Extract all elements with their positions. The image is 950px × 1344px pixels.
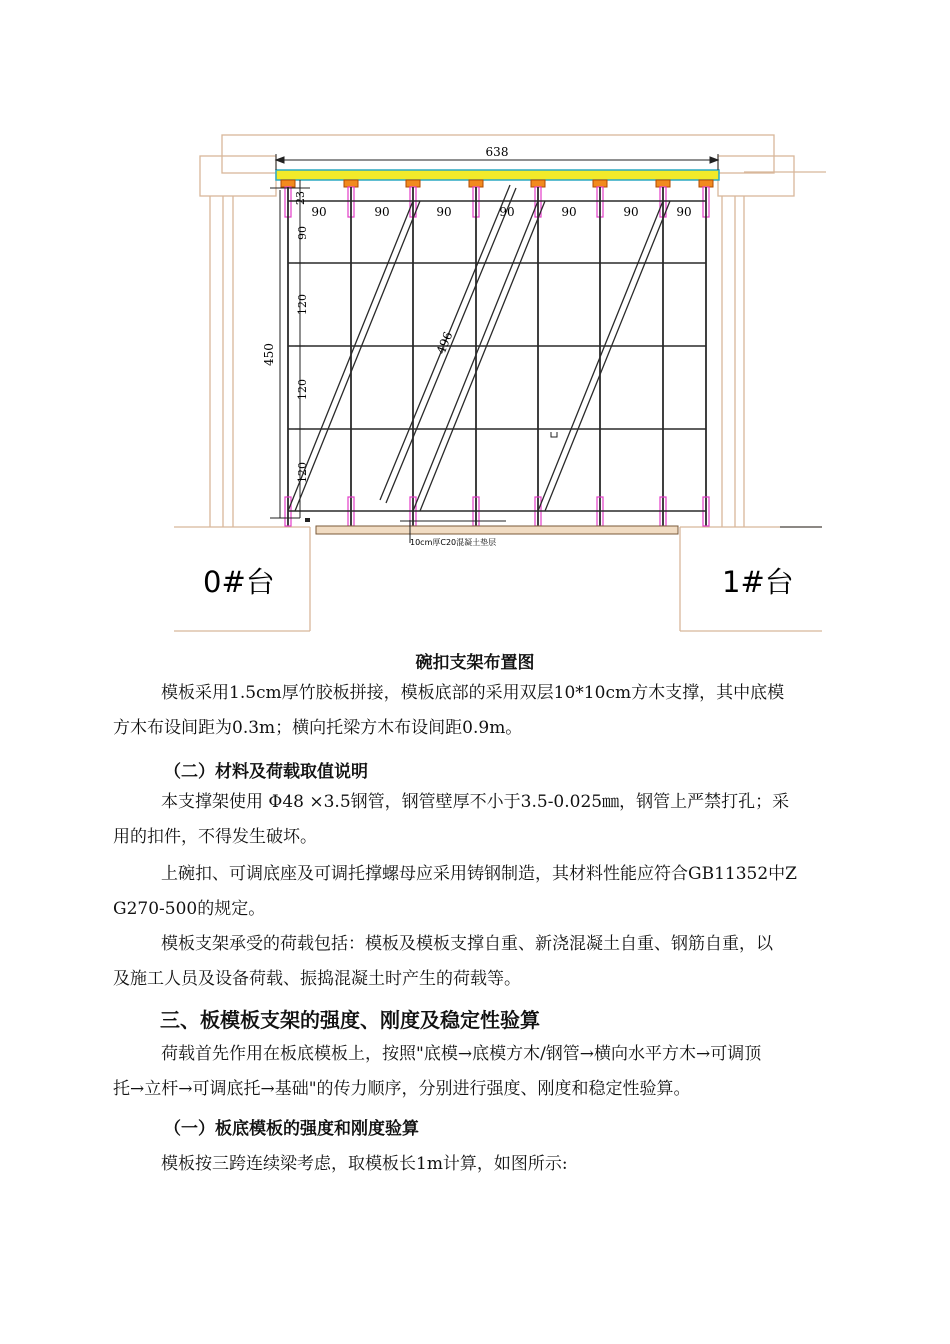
bay-label: 90 bbox=[311, 205, 327, 219]
u-head-jack bbox=[531, 180, 545, 187]
scaffold-layout-drawing bbox=[0, 0, 950, 645]
paragraph-text: 方木布设间距为0.3m；横向托梁方木布设间距0.9m。 bbox=[113, 718, 523, 738]
u-head-jack bbox=[656, 180, 670, 187]
bracket-mark bbox=[551, 432, 557, 437]
formwork-beam bbox=[276, 170, 719, 180]
paragraph-text: 上碗扣、可调底座及可调托撑螺母应采用铸钢制造，其材料性能应符合GB11352中Z bbox=[161, 864, 797, 884]
bay-label: 90 bbox=[623, 205, 639, 219]
dim-total-width-label: 638 bbox=[485, 145, 509, 159]
cushion-label: 10cm厚C20混凝土垫层 bbox=[410, 538, 497, 547]
bay-label: 90 bbox=[676, 205, 692, 219]
bay-label: 90 bbox=[436, 205, 452, 219]
paragraph-text: G270-500的规定。 bbox=[113, 899, 266, 919]
dim-row-label: 120 bbox=[296, 294, 309, 315]
left-abutment-label: 0#台 bbox=[203, 565, 275, 599]
paragraph-continuous-beam bbox=[113, 1147, 838, 1182]
paragraph-text: 模板按三跨连续梁考虑，取模板长1m计算，如图所示: bbox=[161, 1154, 568, 1174]
dim-row-label: 120 bbox=[296, 462, 309, 483]
bay-label: 90 bbox=[561, 205, 577, 219]
dim-row-label: 90 bbox=[296, 226, 309, 240]
paragraph-text: 荷载首先作用在板底模板上，按照"底模→底模方木/钢管→横向水平方木→可调顶 bbox=[161, 1044, 762, 1064]
u-head-jack bbox=[593, 180, 607, 187]
paragraph-loads bbox=[113, 927, 838, 997]
u-head-jack bbox=[344, 180, 358, 187]
scaffold-braces bbox=[288, 185, 670, 511]
figure-caption: 碗扣支架布置图 bbox=[415, 653, 535, 673]
bay-label: 90 bbox=[499, 205, 515, 219]
paragraph-text: 模板采用1.5cm厚竹胶板拼接，模板底部的采用双层10*10cm方木支撑，其中底模 bbox=[161, 683, 785, 703]
heading-section-3: 三、板模板支架的强度、刚度及稳定性验算 bbox=[160, 1008, 540, 1032]
bay-labels bbox=[311, 205, 691, 219]
paragraph-formwork bbox=[113, 676, 838, 746]
paragraph-text: 及施工人员及设备荷载、振捣混凝土时产生的荷载等。 bbox=[113, 969, 521, 989]
dim-height-label: 450 bbox=[262, 343, 276, 366]
paragraph-load-path bbox=[113, 1037, 838, 1107]
u-head-jack bbox=[281, 180, 295, 187]
diagonal-label: 496 bbox=[433, 329, 456, 357]
bay-label: 90 bbox=[374, 205, 390, 219]
u-head-jack bbox=[406, 180, 420, 187]
u-head-jack bbox=[469, 180, 483, 187]
paragraph-steel-pipe bbox=[113, 785, 838, 855]
paragraph-cast-steel bbox=[113, 857, 838, 927]
scaffold-posts bbox=[281, 180, 713, 526]
dim-row-label: 120 bbox=[296, 379, 309, 400]
paragraph-text: 本支撑架使用 Φ48 ×3.5钢管，钢管壁厚不小于3.5-0.025㎜，钢管上严禁打孔；采 bbox=[161, 792, 790, 812]
concrete-cushion bbox=[316, 526, 678, 534]
paragraph-text: 模板支架承受的荷载包括：模板及模板支撑自重、新浇混凝土自重、钢筋自重，以 bbox=[161, 934, 773, 954]
u-head-jack bbox=[699, 180, 713, 187]
heading-bottom-formwork: （一）板底模板的强度和刚度验算 bbox=[164, 1119, 419, 1139]
paragraph-text: 托→立杆→可调底托→基础"的传力顺序，分别进行强度、刚度和稳定性验算。 bbox=[113, 1079, 691, 1099]
right-abutment-label: 1#台 bbox=[722, 565, 794, 599]
dim-offset-label: 23 bbox=[294, 191, 307, 205]
paragraph-text: 用的扣件，不得发生破坏。 bbox=[113, 827, 317, 847]
heading-materials: （二）材料及荷载取值说明 bbox=[164, 762, 368, 782]
